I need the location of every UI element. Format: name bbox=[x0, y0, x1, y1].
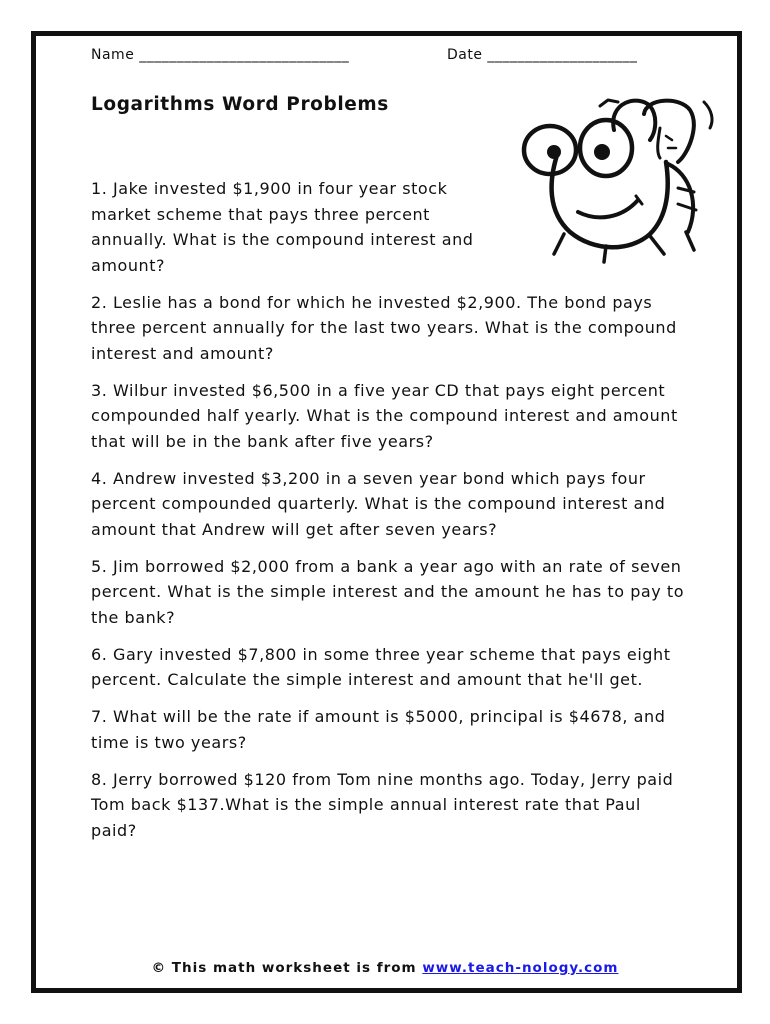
teach-nology-link[interactable]: www.teach-nology.com bbox=[422, 960, 619, 976]
name-field: Name ____________________________ bbox=[91, 47, 350, 63]
footer-credit bbox=[0, 960, 770, 976]
problem-6: 6. Gary invested $7,800 in some three year scheme that pays eight percent. Calculate the simple interest and amount that he'll get. bbox=[91, 644, 671, 689]
problem-1: 1. Jake invested $1,900 in four year stock market scheme that pays three percent annually. What is the compound interest and amount? bbox=[91, 179, 474, 275]
problem-3: 3. Wilbur invested $6,500 in a five year CD that pays eight percent compounded half yearly. What is the compound interest and amount that will be in the bank after five years? bbox=[91, 380, 678, 451]
problem-4: 4. Andrew invested $3,200 in a seven year bond which pays four percent compounded quarterly. What is the compound interest and amount that Andrew will get after seven years? bbox=[91, 468, 666, 539]
footer-prefix: © This math worksheet is from bbox=[151, 960, 423, 976]
date-field: Date ____________________ bbox=[447, 47, 638, 63]
problem-5: 5. Jim borrowed $2,000 from a bank a year ago with an rate of seven percent. What is the simple interest and the amount he has to pay to the bank? bbox=[91, 556, 685, 627]
worksheet-title: Logarithms Word Problems bbox=[91, 94, 389, 115]
problem-2: 2. Leslie has a bond for which he invested $2,900. The bond pays three percent annually for the last two years. What is the compound interest and amount? bbox=[91, 292, 677, 363]
problem-8: 8. Jerry borrowed $120 from Tom nine months ago. Today, Jerry paid Tom back $137.What is the simple annual interest rate that Paul paid? bbox=[91, 769, 674, 840]
problem-list bbox=[91, 176, 691, 855]
problem-7: 7. What will be the rate if amount is $5000, principal is $4678, and time is two years? bbox=[91, 707, 666, 752]
